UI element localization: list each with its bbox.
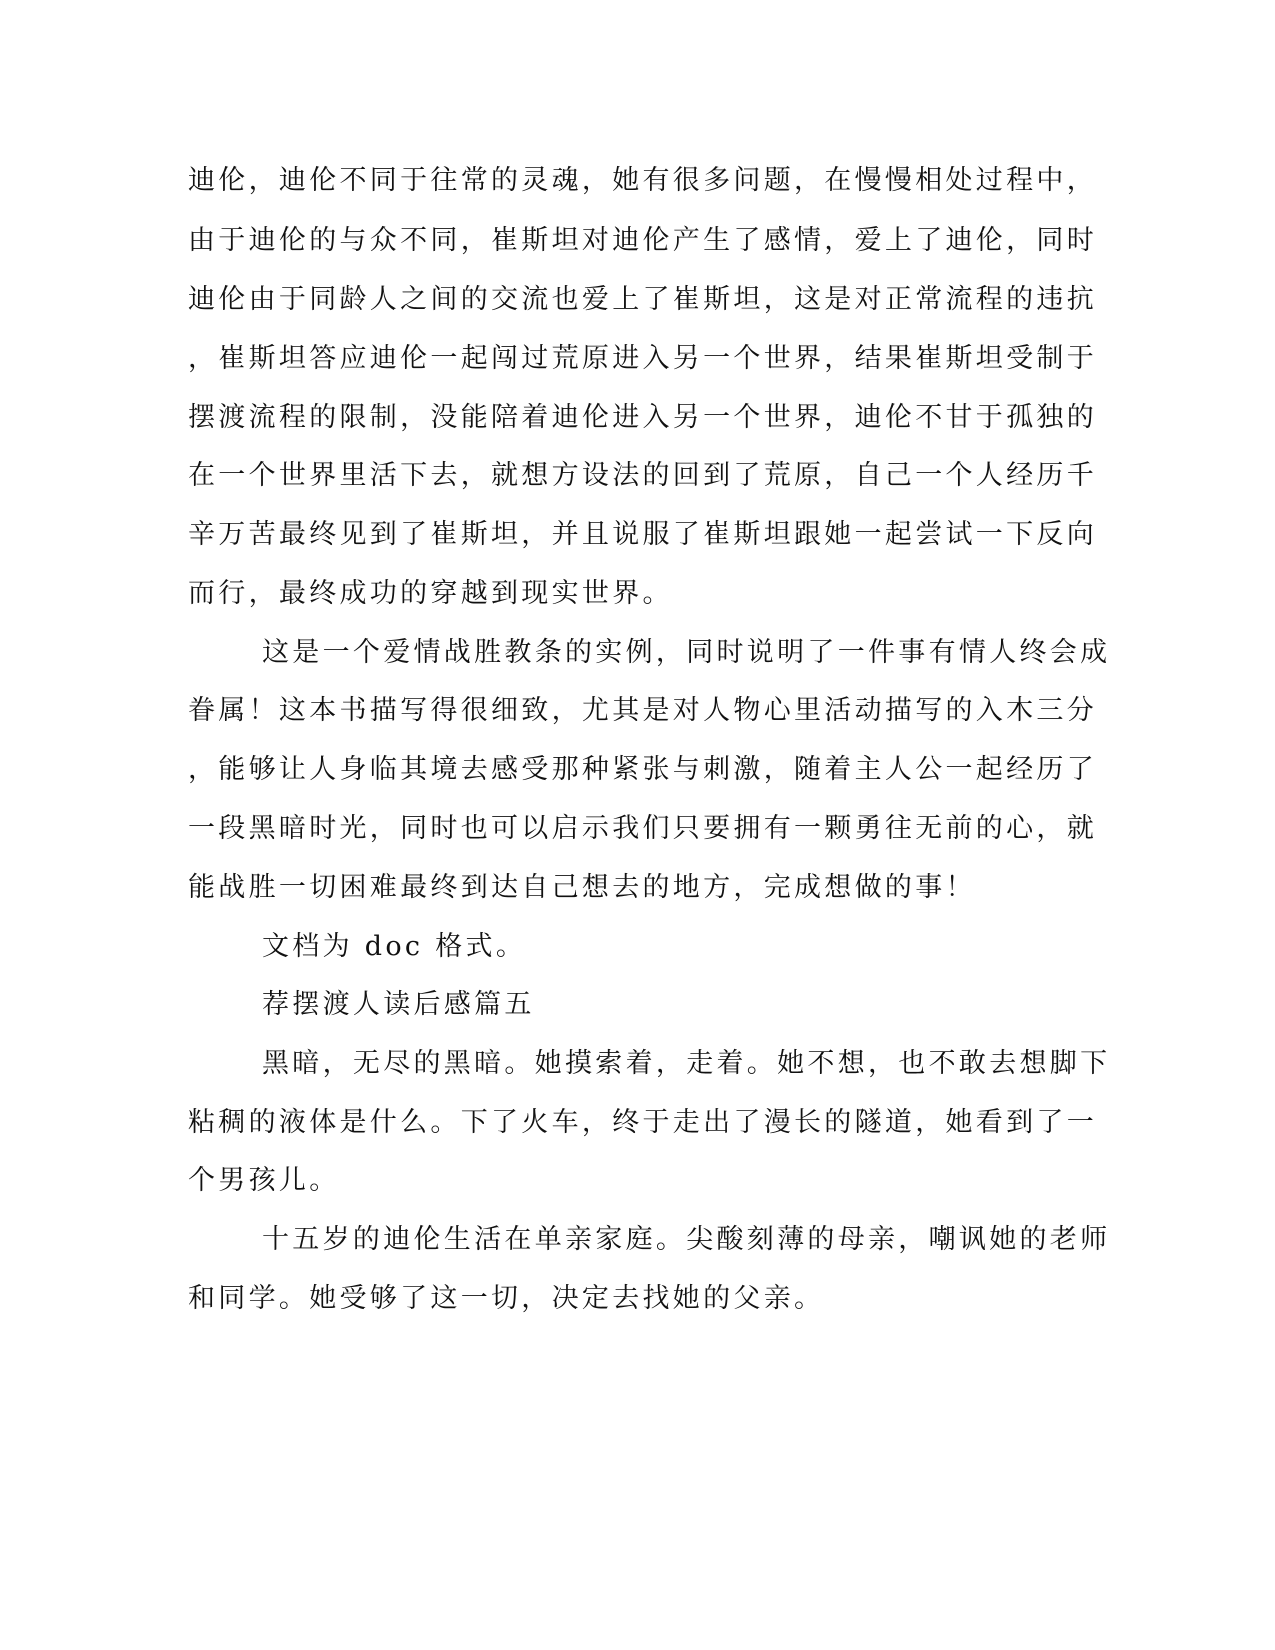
text-line: ，能够让人身临其境去感受那种紧张与刺激，随着主人公一起经历了: [188, 754, 1097, 785]
text-line: 粘稠的液体是什么。下了火车，终于走出了漫长的隧道，她看到了一: [188, 1107, 1097, 1138]
text-line: 个男孩儿。: [188, 1165, 340, 1196]
format-note: 文档为 doc 格式。: [262, 931, 527, 962]
text-line: 眷属！这本书描写得很细致，尤其是对人物心里活动描写的入木三分: [188, 695, 1097, 726]
text-line: 在一个世界里活下去，就想方设法的回到了荒原，自己一个人经历千: [188, 460, 1097, 491]
paragraph-first-line: 这是一个爱情战胜教条的实例，同时说明了一件事有情人终会成: [262, 637, 1111, 668]
paragraph-first-line: 黑暗，无尽的黑暗。她摸索着，走着。她不想，也不敢去想脚下: [262, 1048, 1111, 1079]
text-line: 而行，最终成功的穿越到现实世界。: [188, 578, 673, 609]
section-title: 荐摆渡人读后感篇五: [262, 989, 535, 1020]
text-line: 一段黑暗时光，同时也可以启示我们只要拥有一颗勇往无前的心，就: [188, 813, 1097, 844]
text-line: ，崔斯坦答应迪伦一起闯过荒原进入另一个世界，结果崔斯坦受制于: [188, 343, 1097, 374]
text-line: 迪伦，迪伦不同于往常的灵魂，她有很多问题，在慢慢相处过程中，: [188, 165, 1097, 196]
text-line: 辛万苦最终见到了崔斯坦，并且说服了崔斯坦跟她一起尝试一下反向: [188, 519, 1097, 550]
text-line: 迪伦由于同龄人之间的交流也爱上了崔斯坦，这是对正常流程的违抗: [188, 284, 1097, 315]
text-line: 和同学。她受够了这一切，决定去找她的父亲。: [188, 1283, 825, 1314]
text-line: 摆渡流程的限制，没能陪着迪伦进入另一个世界，迪伦不甘于孤独的: [188, 402, 1097, 433]
text-line: 能战胜一切困难最终到达自己想去的地方，完成想做的事！: [188, 872, 976, 903]
text-line: 由于迪伦的与众不同，崔斯坦对迪伦产生了感情，爱上了迪伦，同时: [188, 225, 1097, 256]
paragraph-first-line: 十五岁的迪伦生活在单亲家庭。尖酸刻薄的母亲，嘲讽她的老师: [262, 1224, 1111, 1255]
